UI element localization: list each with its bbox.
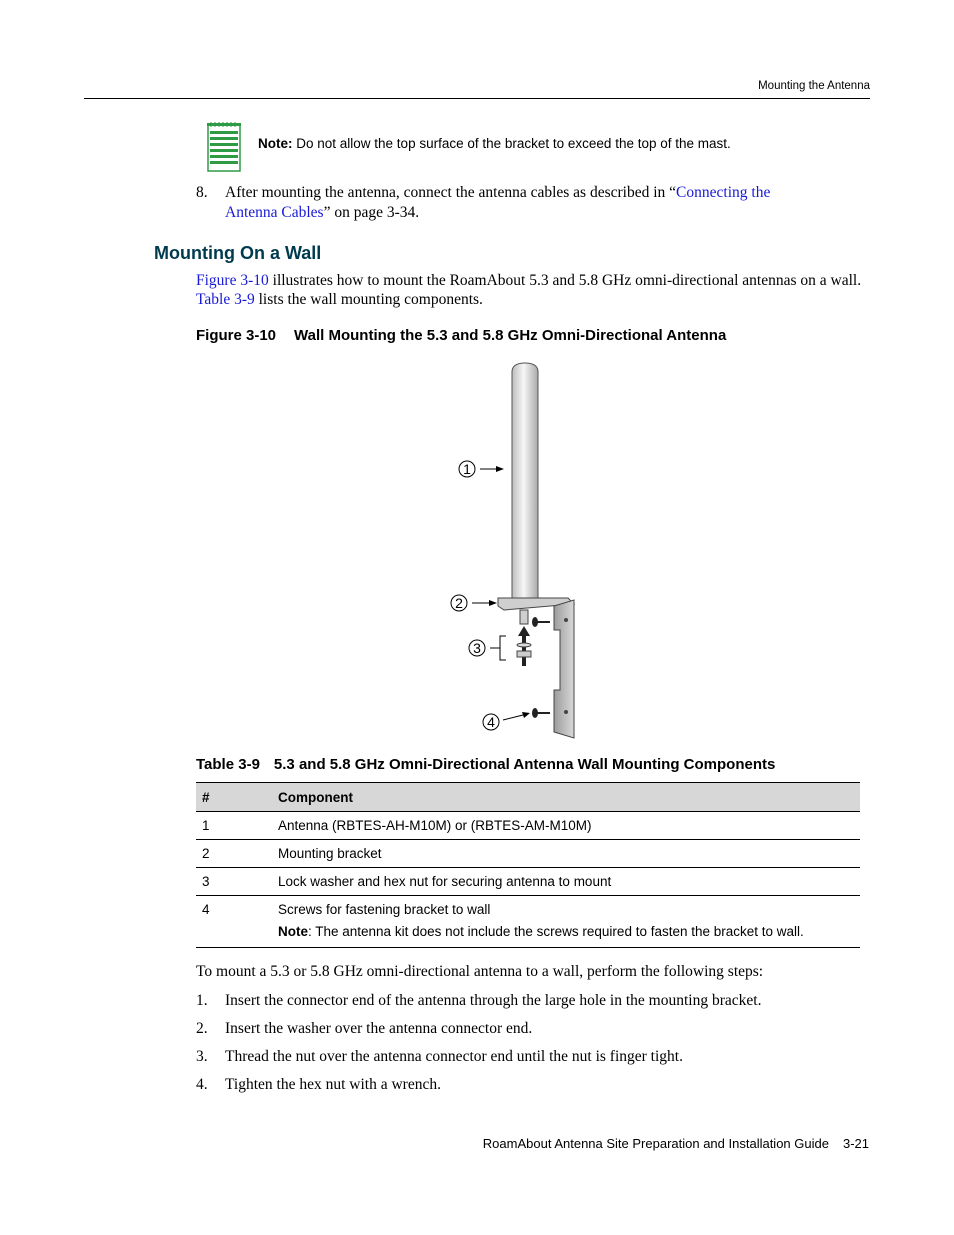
step-number: 4. — [196, 1076, 208, 1093]
figure-title: Wall Mounting the 5.3 and 5.8 GHz Omni-Directional Antenna — [294, 327, 727, 344]
wall-mount-illustration — [440, 360, 600, 745]
step-text: Insert the washer over the antenna connector end. — [225, 1020, 533, 1037]
intro-text: lists the wall mounting components. — [254, 291, 483, 308]
row-note — [278, 923, 860, 940]
row-number: 1 — [196, 812, 272, 840]
callout-2 — [451, 595, 497, 611]
table-header-row — [196, 783, 860, 812]
running-header: Mounting the Antenna — [758, 80, 870, 92]
link-figure-3-10[interactable]: Figure 3-10 — [196, 272, 269, 289]
step-number: 2. — [196, 1020, 208, 1037]
step-number: 1. — [196, 992, 208, 1009]
row-component: Mounting bracket — [272, 840, 860, 868]
washer — [517, 643, 531, 647]
components-table — [196, 782, 860, 948]
link-connecting-antenna-cables-cont[interactable]: Antenna Cables — [225, 204, 324, 221]
table-row — [196, 812, 860, 840]
antenna-whip — [512, 363, 538, 598]
figure-caption — [196, 327, 726, 344]
step-text: Tighten the hex nut with a wrench. — [225, 1076, 441, 1093]
callout-label: 2 — [455, 595, 463, 611]
note-body: Do not allow the top surface of the bracket to exceed the top of the mast. — [292, 136, 731, 151]
step-number: 3. — [196, 1048, 208, 1065]
link-table-3-9[interactable]: Table 3-9 — [196, 291, 255, 308]
step-text-line2 — [225, 203, 419, 222]
procedure-intro: To mount a 5.3 or 5.8 GHz omni-directional antenna to a wall, perform the following steps: — [196, 963, 764, 980]
footer-page-number: 3-21 — [842, 1136, 869, 1151]
callout-1 — [459, 461, 504, 477]
callout-label: 3 — [473, 640, 481, 656]
figure-number: Figure 3-10 — [196, 327, 277, 344]
page-footer — [483, 1136, 869, 1151]
note-text — [258, 136, 731, 151]
row-component: Lock washer and hex nut for securing antenna to mount — [272, 868, 860, 896]
table-caption — [196, 756, 775, 773]
step-number: 8. — [196, 184, 208, 201]
row-component: Antenna (RBTES-AH-M10M) or (RBTES-AM-M10M) — [272, 812, 860, 840]
intro-text: illustrates how to mount the RoamAbout 5.3 and 5.8 GHz omni-directional antennas on a wall. — [268, 272, 862, 289]
bracket-vertical-plate — [554, 600, 574, 738]
table-row — [196, 840, 860, 868]
section-heading: Mounting On a Wall — [154, 243, 322, 263]
table-row — [196, 868, 860, 896]
callout-4 — [483, 712, 530, 730]
callout-label: 4 — [487, 714, 495, 730]
row-number: 2 — [196, 840, 272, 868]
row-number: 4 — [196, 896, 272, 948]
column-header-component: Component — [272, 783, 860, 812]
column-header-number: # — [196, 783, 272, 812]
bottom-screw — [532, 708, 550, 718]
intro-paragraph — [196, 271, 866, 309]
step-text-part: ” on page 3-34. — [323, 204, 420, 221]
table-row — [196, 896, 860, 948]
row-note-text: : The antenna kit does not include the screws required to fasten the bracket to wall. — [308, 924, 804, 939]
note-label: Note: — [258, 136, 293, 151]
callout-3 — [469, 636, 506, 660]
row-component-text: Screws for fastening bracket to wall — [278, 902, 491, 917]
callout-label: 1 — [463, 461, 471, 477]
hex-nut — [517, 651, 531, 657]
step-text: Thread the nut over the antenna connector end until the nut is finger tight. — [225, 1048, 683, 1065]
step-text: Insert the connector end of the antenna through the large hole in the mounting bracket. — [225, 992, 762, 1009]
step-text — [225, 183, 770, 202]
notepad-icon — [207, 122, 241, 172]
link-connecting-antenna-cables[interactable]: Connecting the — [676, 184, 771, 201]
step-text-part: After mounting the antenna, connect the antenna cables as described in “ — [225, 184, 677, 201]
table-title: 5.3 and 5.8 GHz Omni-Directional Antenna Wall Mounting Components — [273, 756, 776, 773]
row-number: 3 — [196, 868, 272, 896]
table-number: Table 3-9 — [196, 756, 260, 773]
antenna-connector — [520, 610, 528, 624]
top-screw — [532, 617, 550, 627]
header-rule — [84, 98, 870, 99]
footer-guide-title: RoamAbout Antenna Site Preparation and Installation Guide — [482, 1136, 829, 1151]
row-note-label: Note — [278, 924, 308, 939]
row-component — [272, 896, 860, 948]
